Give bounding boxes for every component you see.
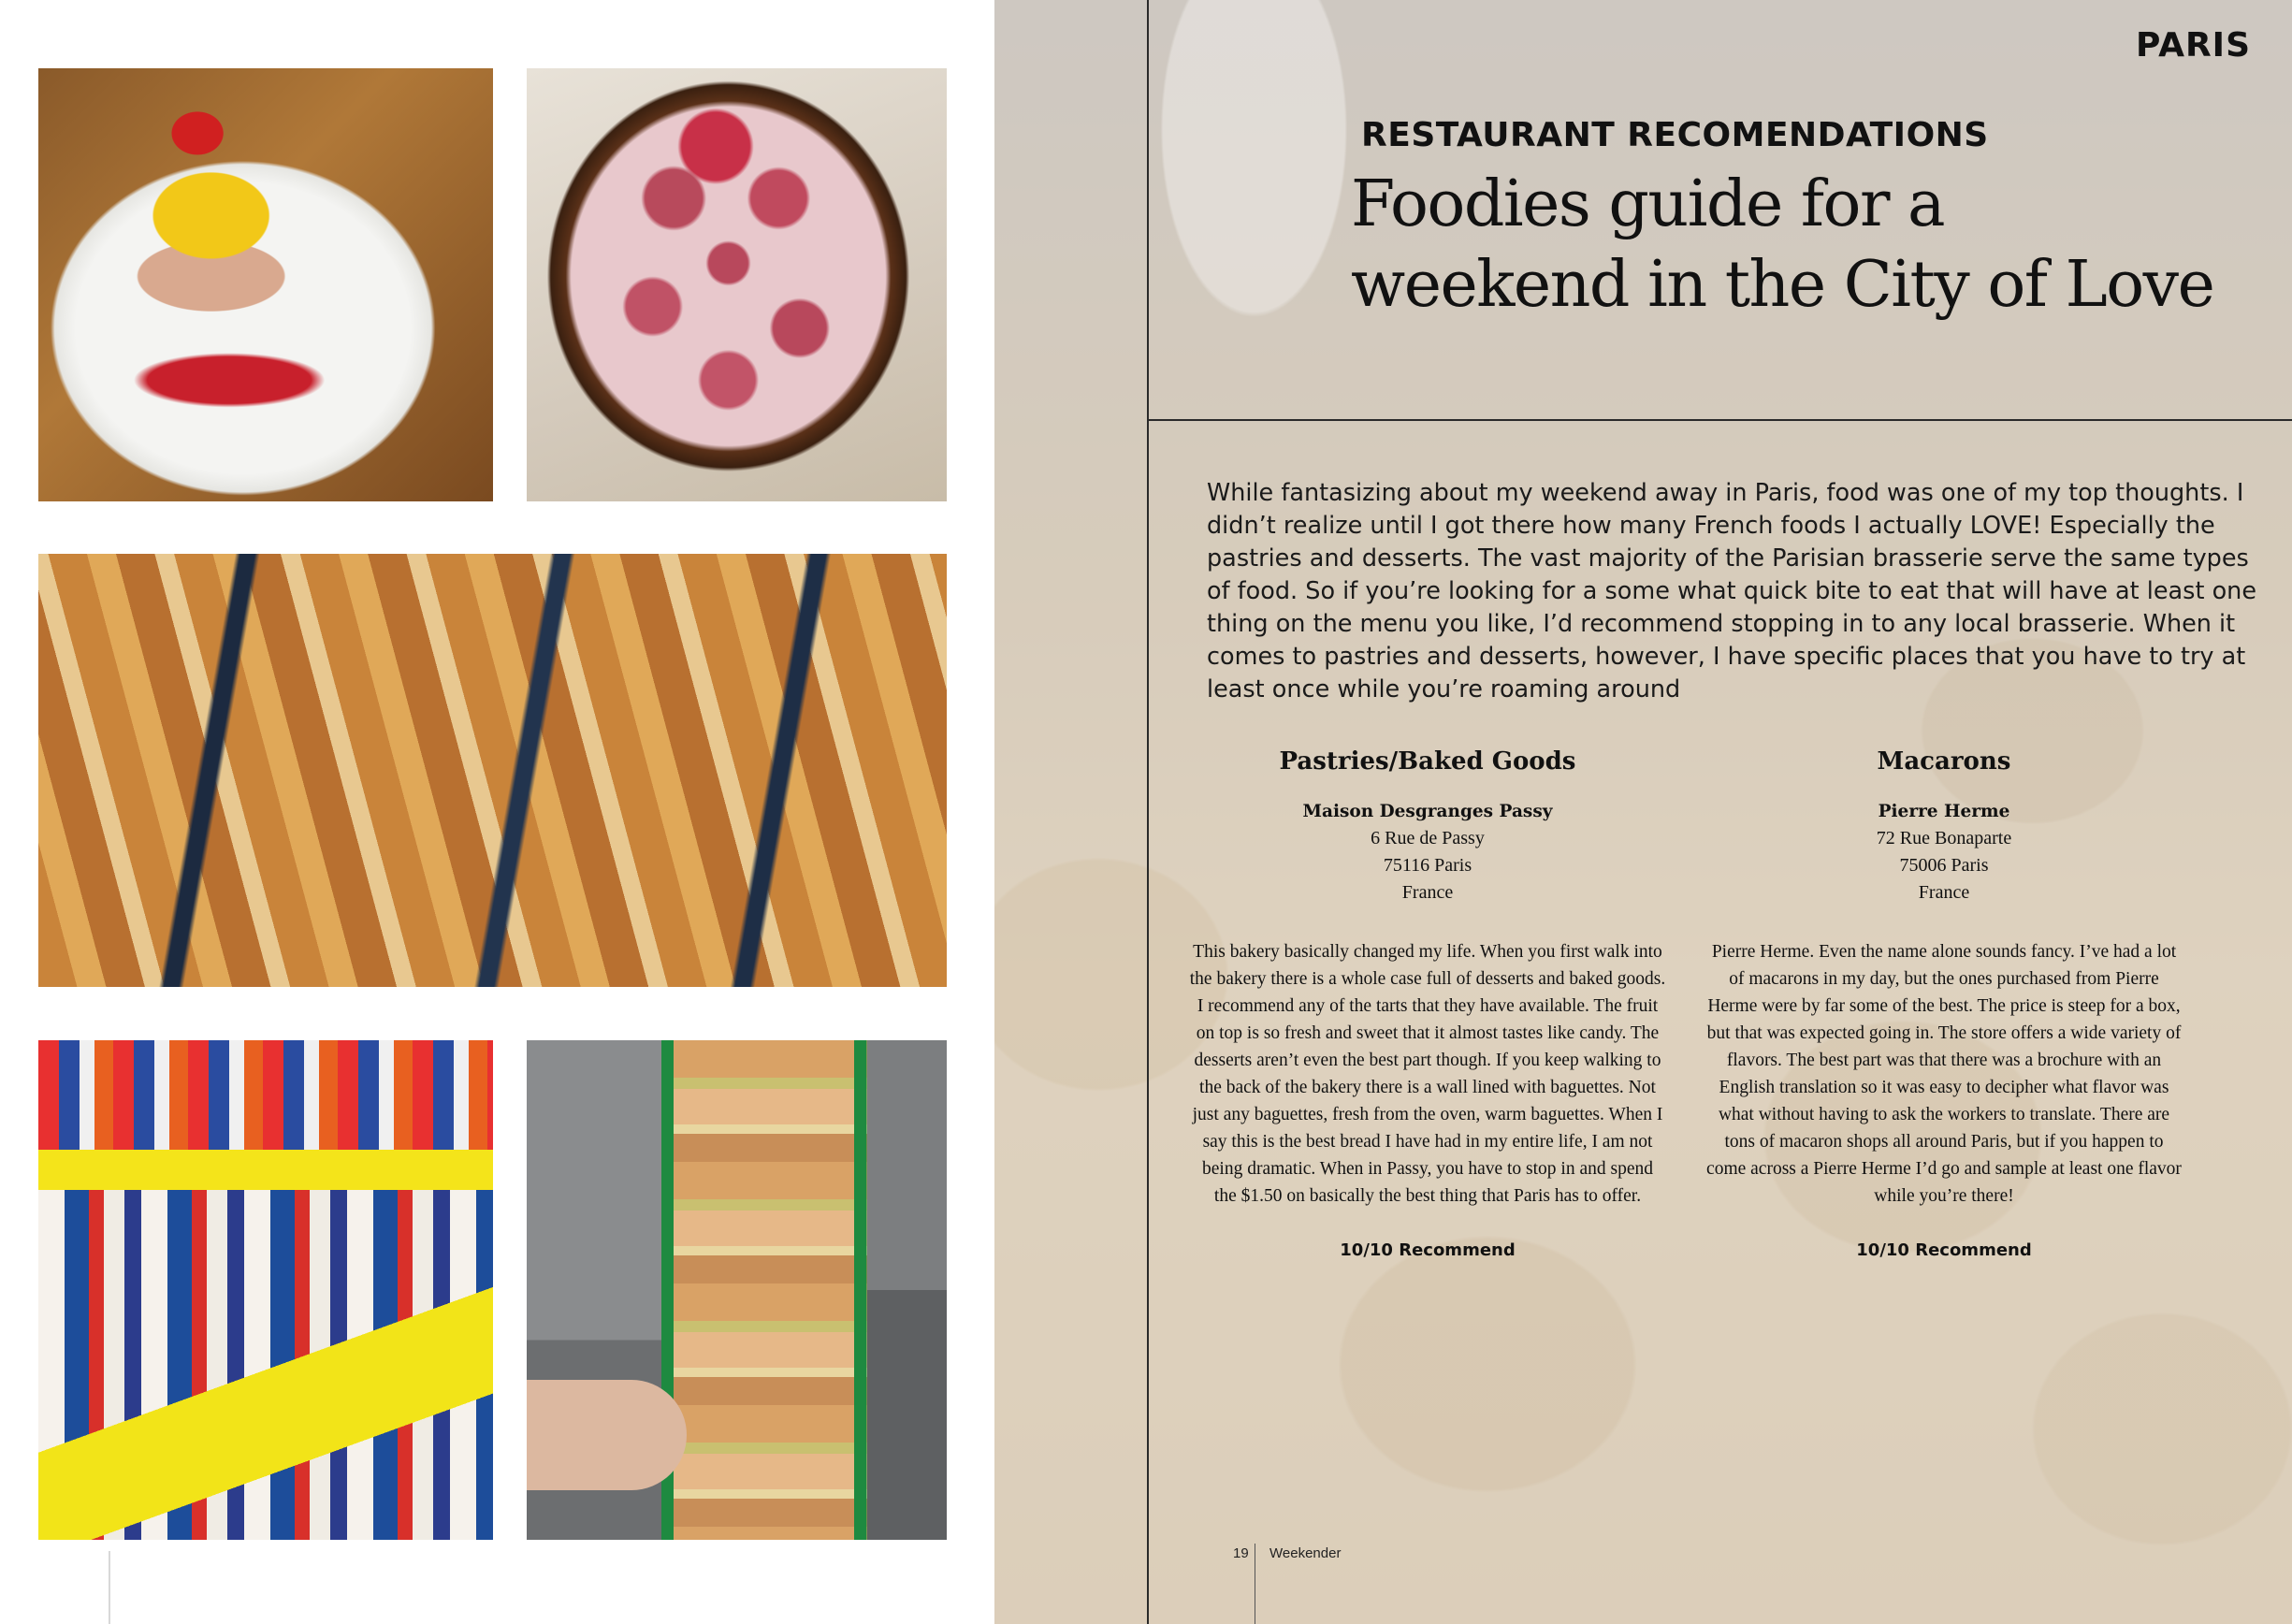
right-page — [994, 0, 2292, 1624]
address-line: 72 Rue Bonaparte — [1876, 828, 2012, 848]
magazine-name: Weekender — [1269, 1545, 1342, 1561]
vertical-rule — [1147, 0, 1149, 1624]
review-text: This bakery basically changed my life. When you first walk into the bakery there is a whole case full of desserts and baked goods. I recommend any of the tarts that they have available. The fruit on top is so fresh and sweet that it almost tastes like candy. The desserts aren’t even the best part though. If you keep walking to the back of the bakery there is a wall lined with baguettes. Not just any baguettes, fresh from the oven, warm baguettes. When I say this is the best bread I have had in my entire life, I am not being dramatic. When in Passy, you have to stop in and spend the $1.50 on basically the best thing that Paris has to offer. — [1189, 942, 1666, 1206]
review-text: Pierre Herme. Even the name alone sounds fancy. I’ve had a lot of macarons in my day, but the ones purchased from Pierre Herme were by far some of the best. The price is steep for a box, but that was expected going in. The store offers a wide variety of flavors. The best part was that there was a brochure with an English translation so it was easy to decipher what flavor was what without having to ask the workers to translate. There are tons of macaron shops all around Paris, but if you happen to come across a Pierre Herme I’d go and sample at least one flavor while you’re there! — [1706, 942, 2182, 1206]
column-title: Pastries/Baked Goods — [1279, 747, 1576, 776]
address-line: 6 Rue de Passy — [1371, 828, 1485, 848]
article-headline — [1351, 165, 2286, 326]
chocolate-bars-photo — [38, 1040, 493, 1540]
left-margin-rule — [109, 1551, 110, 1624]
macaron-box-photo — [527, 1040, 947, 1540]
horizontal-rule — [1147, 419, 2292, 421]
baguettes-photo — [38, 554, 947, 987]
dessert-plate-photo — [38, 68, 493, 501]
intro-paragraph: While fantasizing about my weekend away in Paris, food was one of my top thoughts. I didn’t realize until I got there how many French foods I actually LOVE! Especially the pastries and desserts. The vast majority of the Parisian brasserie serve the same types of food. So if you’re looking for a some what quick bite to eat that will have at least one thing on the menu you like, I’d recommend stopping in to any local brasserie. When it comes to pastries and desserts, however, I have specific places that you have to try at least once while you’re roaming around — [1207, 479, 2257, 703]
recommendation-verdict: 10/10 Recommend — [1856, 1240, 2032, 1260]
section-label: PARIS — [2136, 26, 2251, 65]
pastries-column — [1189, 745, 1666, 1264]
address-line: France — [1918, 882, 1970, 903]
raspberry-tart-photo — [527, 68, 947, 501]
page-number: 19 — [1233, 1545, 1249, 1561]
macarons-column — [1705, 745, 2183, 1264]
column-title: Macarons — [1877, 747, 2011, 776]
article-kicker: RESTAURANT RECOMENDATIONS — [1361, 116, 1989, 154]
address-line: 75006 Paris — [1899, 855, 1989, 876]
recommendation-verdict: 10/10 Recommend — [1340, 1240, 1516, 1260]
shop-name: Pierre Herme — [1878, 802, 2010, 821]
shop-name: Maison Desgranges Passy — [1302, 802, 1553, 821]
headline-line-2: weekend in the City of Love — [1351, 248, 2214, 322]
address-line: France — [1401, 882, 1454, 903]
hand-holding-box — [527, 1380, 687, 1489]
address-line: 75116 Paris — [1383, 855, 1472, 876]
headline-line-1: Foodies guide for a — [1351, 167, 1945, 241]
left-page — [0, 0, 994, 1624]
